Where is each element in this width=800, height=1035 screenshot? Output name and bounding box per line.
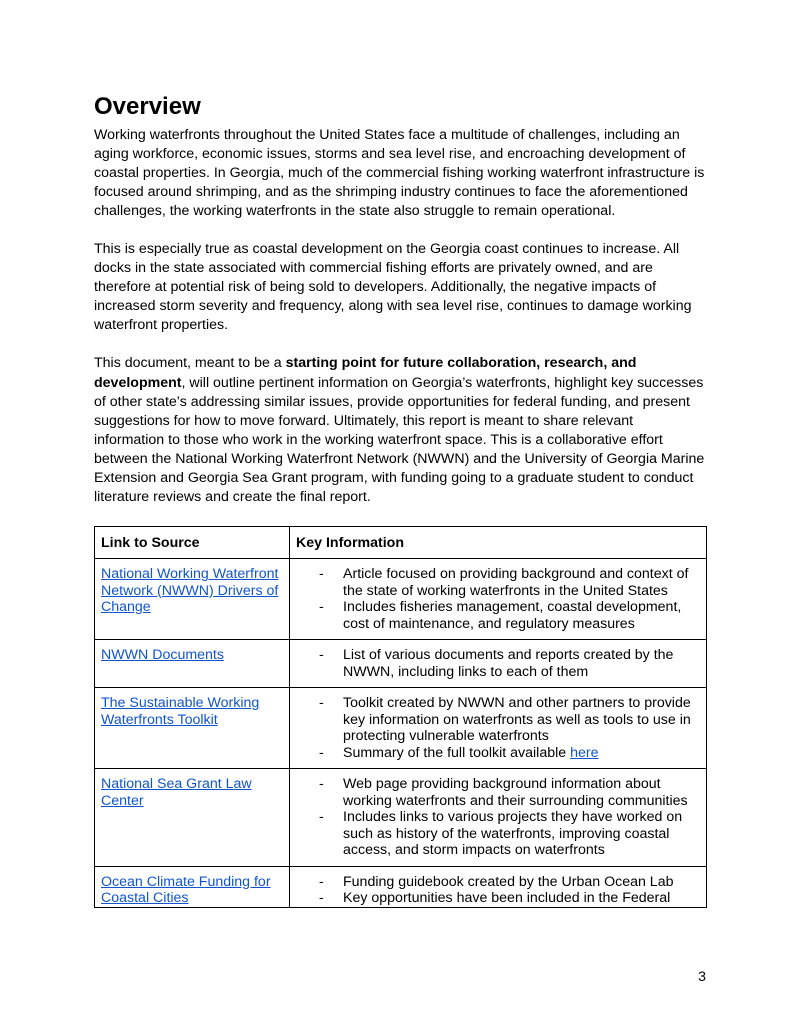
source-link-toolkit[interactable]: The Sustainable Working Waterfronts Toolkit bbox=[101, 695, 260, 728]
list-item bbox=[296, 874, 700, 891]
bullet-text: List of various documents and reports created by the NWWN, including links to each of them bbox=[343, 647, 674, 680]
list-item bbox=[296, 890, 700, 907]
source-cell bbox=[95, 688, 290, 769]
page-number: 3 bbox=[698, 969, 706, 985]
list-item bbox=[296, 809, 700, 859]
dash-marker: - bbox=[319, 647, 324, 664]
overview-paragraph-3 bbox=[94, 354, 706, 506]
sources-table bbox=[94, 526, 707, 908]
list-item bbox=[296, 776, 700, 809]
info-cell bbox=[290, 559, 707, 640]
dash-marker: - bbox=[319, 809, 324, 826]
table-row bbox=[95, 640, 707, 688]
info-cell bbox=[290, 769, 707, 867]
info-list bbox=[296, 776, 700, 859]
info-list bbox=[296, 566, 700, 632]
list-item bbox=[296, 745, 700, 762]
table-row bbox=[95, 769, 707, 867]
source-link-sea-grant-law-center[interactable]: National Sea Grant Law Center bbox=[101, 776, 252, 809]
bullet-text: Includes fisheries management, coastal development, cost of maintenance, and regulatory measures bbox=[343, 599, 682, 632]
section-heading: Overview bbox=[94, 93, 201, 120]
paragraph-3-rest: , will outline pertinent information on Georgia’s waterfronts, highlight key successes of other state’s addressing similar issues, provide opportunities for federal funding, and present suggestions for how to move forward. Ultimately, this report is meant to share relevant information to those who work in the working waterfront space. This is a collaborative effort between the National Working Waterfront Network (NWWN) and the University of Georgia Marine Extension and Georgia Sea Grant program, with funding going to a graduate student to conduct literature reviews and create the final report. bbox=[94, 374, 705, 505]
table-row bbox=[95, 866, 707, 907]
info-list bbox=[296, 874, 700, 907]
paragraph-3-bold: starting point for future collaboration, research, and development bbox=[94, 355, 637, 391]
document-content bbox=[94, 92, 706, 908]
list-item bbox=[296, 695, 700, 745]
bullet-text: Key opportunities have been included in the Federal bbox=[343, 890, 671, 907]
source-cell bbox=[95, 769, 290, 867]
info-list bbox=[296, 695, 700, 761]
dash-marker: - bbox=[319, 744, 324, 761]
table-row bbox=[95, 559, 707, 640]
dash-marker: - bbox=[319, 873, 324, 890]
bullet-text: Article focused on providing background and context of the state of working waterfronts in the United States bbox=[343, 566, 689, 599]
paragraph-spacer bbox=[94, 335, 706, 354]
paragraph-3-intro: This document, meant to be a bbox=[94, 355, 286, 372]
source-link-nwwn-documents[interactable]: NWWN Documents bbox=[101, 647, 224, 664]
dash-marker: - bbox=[319, 599, 324, 616]
table-header-row bbox=[95, 526, 707, 559]
table-row bbox=[95, 688, 707, 769]
header-link-to-source: Link to Source bbox=[95, 526, 290, 559]
source-link-ocean-climate-funding[interactable]: Ocean Climate Funding for Coastal Cities bbox=[101, 873, 271, 907]
paragraph-spacer bbox=[94, 221, 706, 240]
bullet-text: Web page providing background information about working waterfronts and their surrounding communities bbox=[343, 776, 688, 809]
bullet-text: Funding guidebook created by the Urban Ocean Lab bbox=[343, 873, 674, 890]
dash-marker: - bbox=[319, 566, 324, 583]
source-cell bbox=[95, 559, 290, 640]
dash-marker: - bbox=[319, 695, 324, 712]
dash-marker: - bbox=[319, 890, 324, 907]
bullet-text: Includes links to various projects they have worked on such as history of the waterfronts, improving coastal access, and storm impacts on waterfronts bbox=[343, 809, 683, 859]
info-list bbox=[296, 647, 700, 680]
list-item bbox=[296, 647, 700, 680]
list-item bbox=[296, 599, 700, 632]
overview-paragraph-1: Working waterfronts throughout the United States face a multitude of challenges, including an aging workforce, economic issues, storms and sea level rise, and encroaching development of coastal properties. In Georgia, much of the commercial fishing working waterfront infrastructure is focused around shrimping, and as the shrimping industry continues to face the aforementioned challenges, the working waterfronts in the state also struggle to remain operational. bbox=[94, 127, 705, 220]
dash-marker: - bbox=[319, 776, 324, 793]
info-cell bbox=[290, 688, 707, 769]
source-link-drivers-of-change[interactable]: National Working Waterfront Network (NWWN) Drivers of Change bbox=[101, 566, 279, 616]
bullet-text: Toolkit created by NWWN and other partners to provide key information on waterfronts as well as tools to use in protecting vulnerable waterfronts bbox=[343, 695, 691, 745]
here-link[interactable]: here bbox=[570, 744, 599, 761]
info-cell bbox=[290, 640, 707, 688]
source-cell bbox=[95, 640, 290, 688]
overview-paragraph-2: This is especially true as coastal development on the Georgia coast continues to increase. All docks in the state associated with commercial fishing efforts are privately owned, and are therefore at potential risk of being sold to developers. Additionally, the negative impacts of increased storm severity and frequency, along with sea level rise, continues to damage working waterfront properties. bbox=[94, 241, 692, 334]
header-key-information: Key Information bbox=[290, 526, 707, 559]
bullet-text: Summary of the full toolkit available bbox=[343, 744, 571, 761]
info-cell bbox=[290, 866, 707, 907]
list-item bbox=[296, 566, 700, 599]
source-cell bbox=[95, 866, 290, 907]
